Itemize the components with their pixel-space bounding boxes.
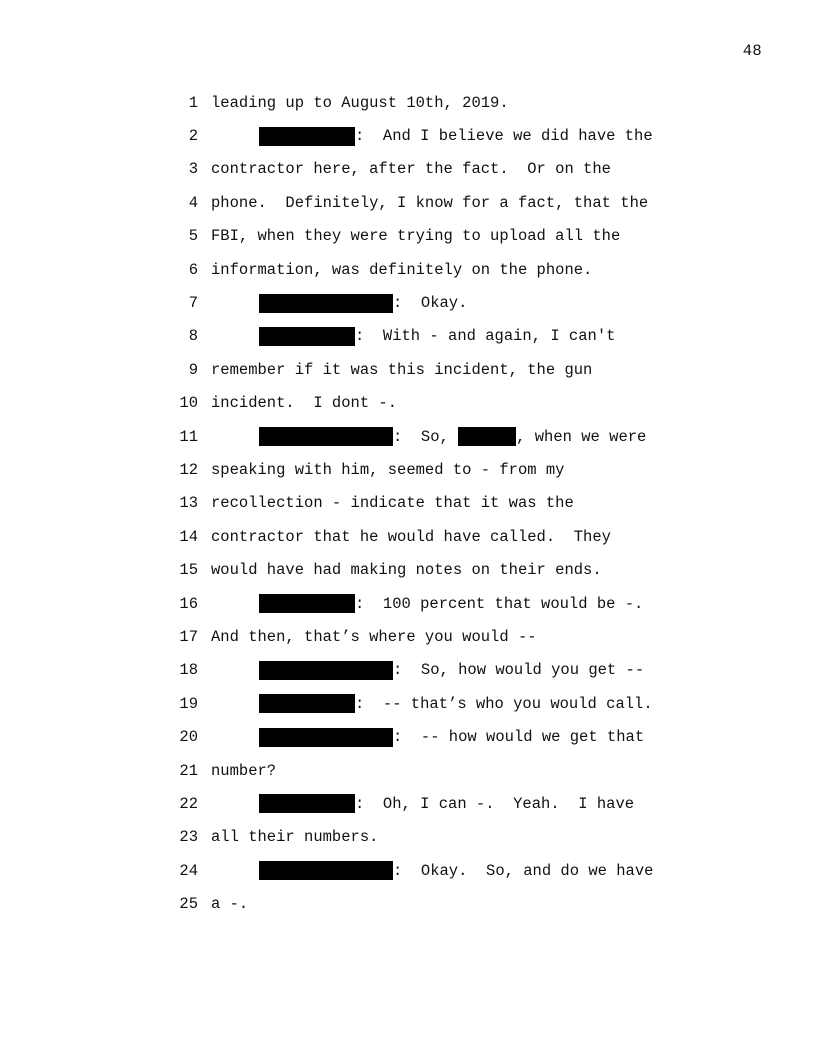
line-text: leading up to August 10th, 2019. — [211, 93, 509, 112]
line-number: 7 — [188, 294, 198, 313]
redacted-speaker-name — [259, 728, 393, 747]
line-number: 21 — [179, 761, 198, 780]
speaker-turn — [259, 728, 644, 747]
line-text-continued: , when we were — [516, 427, 647, 446]
line-text: : Oh, I can -. Yeah. I have — [355, 794, 635, 813]
redacted-speaker-name — [259, 861, 393, 880]
line-number: 8 — [188, 327, 198, 346]
line-text: : Okay. So, and do we have — [393, 861, 654, 880]
transcript-line — [0, 186, 816, 219]
line-number: 19 — [179, 694, 198, 713]
redacted-speaker-name — [259, 327, 355, 346]
redacted-speaker-name — [259, 661, 393, 680]
line-number: 25 — [179, 895, 198, 914]
transcript-line — [0, 654, 816, 687]
line-text: And then, that’s where you would -- — [211, 627, 537, 646]
line-text: remember if it was this incident, the gun — [211, 360, 593, 379]
transcript-line — [0, 220, 816, 253]
line-text: information, was definitely on the phone. — [211, 260, 593, 279]
line-text: would have had making notes on their ends. — [211, 561, 602, 580]
transcript-line — [0, 86, 816, 119]
speaker-turn — [259, 594, 643, 613]
line-text: : -- that’s who you would call. — [355, 694, 653, 713]
transcript-line — [0, 119, 816, 152]
line-text: speaking with him, seemed to - from my — [211, 460, 565, 479]
line-text: contractor here, after the fact. Or on the — [211, 160, 611, 179]
redacted-speaker-name — [259, 794, 355, 813]
line-text: : Okay. — [393, 294, 468, 313]
line-text: FBI, when they were trying to upload all the — [211, 227, 621, 246]
transcript-line — [0, 487, 816, 520]
line-number: 2 — [188, 127, 198, 146]
speaker-turn — [259, 861, 653, 880]
line-number: 6 — [188, 260, 198, 279]
line-text: incident. I dont -. — [211, 394, 398, 413]
transcript-line — [0, 153, 816, 186]
line-text: : With - and again, I can't — [355, 327, 616, 346]
line-number: 5 — [188, 227, 198, 246]
line-number: 17 — [179, 627, 198, 646]
line-text: : And I believe we did have the — [355, 127, 653, 146]
line-text: recollection - indicate that it was the — [211, 494, 574, 513]
redacted-speaker-name — [259, 127, 355, 146]
line-text: : -- how would we get that — [393, 728, 645, 747]
line-number: 12 — [179, 460, 198, 479]
line-number: 16 — [179, 594, 198, 613]
transcript-line — [0, 821, 816, 854]
line-number: 18 — [179, 661, 198, 680]
line-number: 1 — [188, 93, 198, 112]
line-text: contractor that he would have called. They — [211, 527, 611, 546]
transcript-line — [0, 553, 816, 586]
line-number: 23 — [179, 828, 198, 847]
line-text: number? — [211, 761, 277, 780]
transcript-line — [0, 453, 816, 486]
transcript-body — [0, 86, 816, 921]
transcript-line — [0, 353, 816, 386]
transcript-line — [0, 387, 816, 420]
transcript-line — [0, 620, 816, 653]
line-number: 20 — [179, 728, 198, 747]
line-number: 15 — [179, 561, 198, 580]
line-number: 3 — [188, 160, 198, 179]
redacted-speaker-name — [259, 427, 393, 446]
speaker-turn — [259, 427, 646, 446]
line-text: a -. — [211, 895, 249, 914]
transcript-line — [0, 320, 816, 353]
transcript-line — [0, 754, 816, 787]
transcript-line — [0, 887, 816, 920]
speaker-turn — [259, 794, 634, 813]
line-text: : 100 percent that would be -. — [355, 594, 644, 613]
speaker-turn — [259, 694, 653, 713]
transcript-line — [0, 520, 816, 553]
speaker-turn — [259, 294, 467, 313]
line-number: 11 — [179, 427, 198, 446]
line-number: 4 — [188, 193, 198, 212]
redacted-speaker-name — [259, 294, 393, 313]
redacted-speaker-name — [259, 594, 355, 613]
line-number: 9 — [188, 360, 198, 379]
line-text: : So, — [393, 427, 459, 446]
page-number: 48 — [742, 42, 762, 60]
redacted-speaker-name — [259, 694, 355, 713]
transcript-line — [0, 587, 816, 620]
redacted-name — [458, 427, 516, 446]
speaker-turn — [259, 327, 615, 346]
line-number: 13 — [179, 494, 198, 513]
line-number: 22 — [179, 794, 198, 813]
line-text: phone. Definitely, I know for a fact, that the — [211, 193, 649, 212]
line-text: : So, how would you get -- — [393, 661, 645, 680]
transcript-line — [0, 687, 816, 720]
transcript-line — [0, 787, 816, 820]
speaker-turn — [259, 127, 653, 146]
speaker-turn — [259, 661, 644, 680]
line-text: all their numbers. — [211, 828, 379, 847]
line-number: 14 — [179, 527, 198, 546]
transcript-line — [0, 420, 816, 453]
transcript-line — [0, 854, 816, 887]
line-number: 24 — [179, 861, 198, 880]
transcript-line — [0, 720, 816, 753]
line-number: 10 — [179, 394, 198, 413]
transcript-line — [0, 253, 816, 286]
transcript-line — [0, 286, 816, 319]
